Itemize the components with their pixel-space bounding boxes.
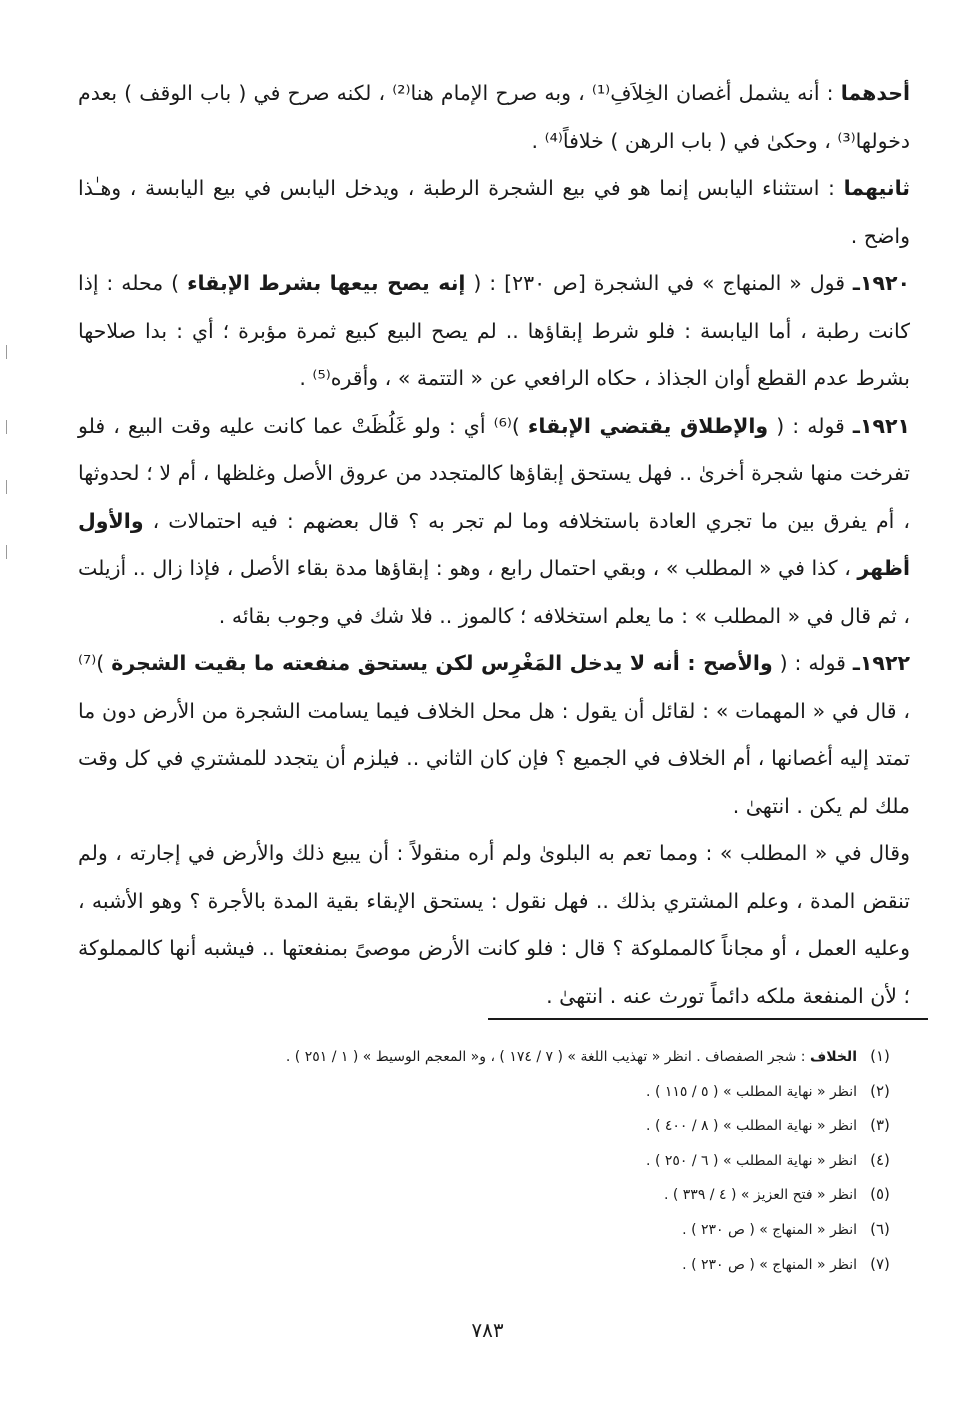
matn-quote: والإطلاق يقتضي الإبقاء — [527, 413, 769, 438]
paragraph-matlab-quote — [78, 830, 910, 1020]
footnote-body: : شجر الصفصاف . انظر « تهذيب اللغة » ( ٧ / ١٧٤ ) ، و« المعجم الوسيط » ( ١ / ٢٥١ ) . — [285, 1049, 810, 1065]
footnote-item — [183, 1040, 903, 1075]
matn-quote: إنه يصح بيعها بشرط الإبقاء — [187, 271, 466, 295]
margin-tick — [6, 480, 7, 494]
paragraph-text: وقال في « المطلب » : ومما تعم به البلوىٰ ولم أره منقولاً : أن يبيع ذلك والأرض في إجارته ، ولم تنقض المدة ، وعلم المشتري بذلك .. فهل نقول : يستحق الإبقاء بقية المدة بالأجرة ؟ وهو الأشبه ، وعليه العمل ، أو مجاناً كالمملوكة ؟ قال : فلو كانت الأرض موصىً بمنفعتها .. فيشبه أنها كالمملوكة ؛ لأن المنفعة ملكه دائماً تورث عنه . انتهىٰ . — [78, 841, 910, 1008]
paragraph-1922 — [78, 640, 910, 830]
paragraph-first-aspect — [78, 70, 910, 165]
paragraph-text: قول « المنهاج » في الشجرة [ص ٢٣٠] : ( — [465, 271, 853, 295]
footnote-item — [183, 1075, 903, 1110]
footnote-text: انظر « المنهاج » ( ص ٢٣٠ ) . — [682, 1256, 857, 1273]
footnotes-list — [183, 1040, 903, 1282]
paragraph-lead: ثانيهما — [843, 176, 910, 200]
footnote-text: انظر « نهاية المطلب » ( ٦ / ٢٥٠ ) . — [646, 1152, 857, 1169]
footnote-item — [183, 1178, 903, 1213]
footnote-number: (٦) — [870, 1219, 890, 1238]
margin-tick — [6, 345, 7, 359]
paragraph-text: : استثناء اليابس إنما هو في بيع الشجرة الرطبة ، ويدخل اليابس في بيع اليابسة ، وهـٰذا واضح . — [78, 176, 910, 248]
footnote-number: (٤) — [870, 1150, 890, 1169]
paragraph-text: ، كذا في « المطلب » ، وبقي احتمال رابع ، وهو : إبقاؤها مدة بقاء الأصل ، فإذا زال .. أزيلت ، ثم قال في « المطلب » : ما يعلم استخلافه ؛ كالموز .. فلا شك في وجوب بقائه . — [78, 556, 910, 628]
issue-number: ١٩٢٢ـ — [852, 651, 910, 675]
paragraph-1921 — [78, 403, 910, 641]
paragraph-1920 — [78, 260, 910, 403]
footnote-item — [183, 1109, 903, 1144]
issue-number: ١٩٢١ـ — [852, 413, 910, 438]
matn-quote: والأصح : أنه لا يدخل المَغْرِس لكن يستحق منفعته ما بقيت الشجرة — [111, 651, 773, 675]
margin-tick — [6, 545, 7, 559]
footnote-text: انظر « نهاية المطلب » ( ٨ / ٤٠٠ ) . — [646, 1118, 857, 1135]
footnote-number: (٧) — [870, 1254, 890, 1273]
paragraph-text: قوله : ( — [768, 413, 853, 438]
paragraph-text: قوله : ( — [772, 651, 853, 675]
paragraph-lead: أحدهما — [840, 81, 911, 105]
issue-number: ١٩٢٠ـ — [852, 271, 910, 295]
paragraph-second-aspect — [78, 165, 910, 260]
paragraph-text: ) محله : إذا كانت رطبة ، أما اليابسة : فلو شرط إبقاؤها .. لم يصح البيع كبيع ثمرة مؤبرة ؛ أي : بدا صلاحها بشرط عدم القطع أوان الجذاذ ، حكاه الرافعي عن « التتمة » ، وأقره⁽⁵⁾ . — [78, 271, 910, 390]
paragraph-text: : أنه يشمل أغصان الخِلاَفِ⁽¹⁾ ، وبه صرح الإمام هنا⁽²⁾ ، لكنه صرح في ( باب الوقف ) بعدم دخولها⁽³⁾ ، وحكىٰ في ( باب الرهن ) خلافاً⁽⁴⁾ . — [78, 81, 910, 153]
footnote-number: (٥) — [870, 1185, 890, 1204]
page-number: ٧٨٣ — [471, 1318, 504, 1342]
footnote-text — [286, 1041, 857, 1075]
paragraph-text: )⁽⁷⁾ ، قال في « المهمات » : لقائل أن يقول : هل محل الخلاف فيما يسامت الشجرة من الأرض دون ما تمتد إليه أغصانها ، أم الخلاف في الجميع ؟ فإن كان الثاني .. فيلزم أن يتجدد للمشتري في كل وقت ملك لم يكن . انتهىٰ . — [78, 651, 910, 818]
margin-tick — [6, 420, 7, 434]
footnote-item — [183, 1144, 903, 1179]
footnote-number: (٣) — [870, 1116, 890, 1135]
footnote-text: انظر « فتح العزيز » ( ٤ / ٣٣٩ ) . — [663, 1187, 857, 1204]
footnote-item — [183, 1248, 903, 1283]
page-body — [78, 70, 910, 1020]
footnote-item — [183, 1213, 903, 1248]
footnote-divider — [488, 1018, 928, 1020]
paragraph-text: )⁽⁶⁾ أي : ولو غَلُظَتْ عما كانت عليه وقت البيع ، فلو تفرخت منها شجرة أخرىٰ .. فهل يستحق إبقاؤها كالمتجدد من عروق الأصل وغلظها ، أم لا ؛ لحدوثها ، أم يفرق بين ما تجري العادة باستخلافه وما لم تجر به ؟ قال بعضهم : فيه احتمالات ، — [78, 413, 910, 533]
footnote-number: (٢) — [870, 1081, 890, 1100]
bold-phrase: والأول أظهر — [78, 508, 910, 580]
footnote-lead: الخلاف — [809, 1049, 857, 1065]
footnote-text: انظر « المنهاج » ( ص ٢٣٠ ) . — [682, 1221, 857, 1238]
footnote-number: (١) — [870, 1047, 890, 1065]
footnote-text: انظر « نهاية المطلب » ( ٥ / ١١٥ ) . — [646, 1083, 857, 1100]
